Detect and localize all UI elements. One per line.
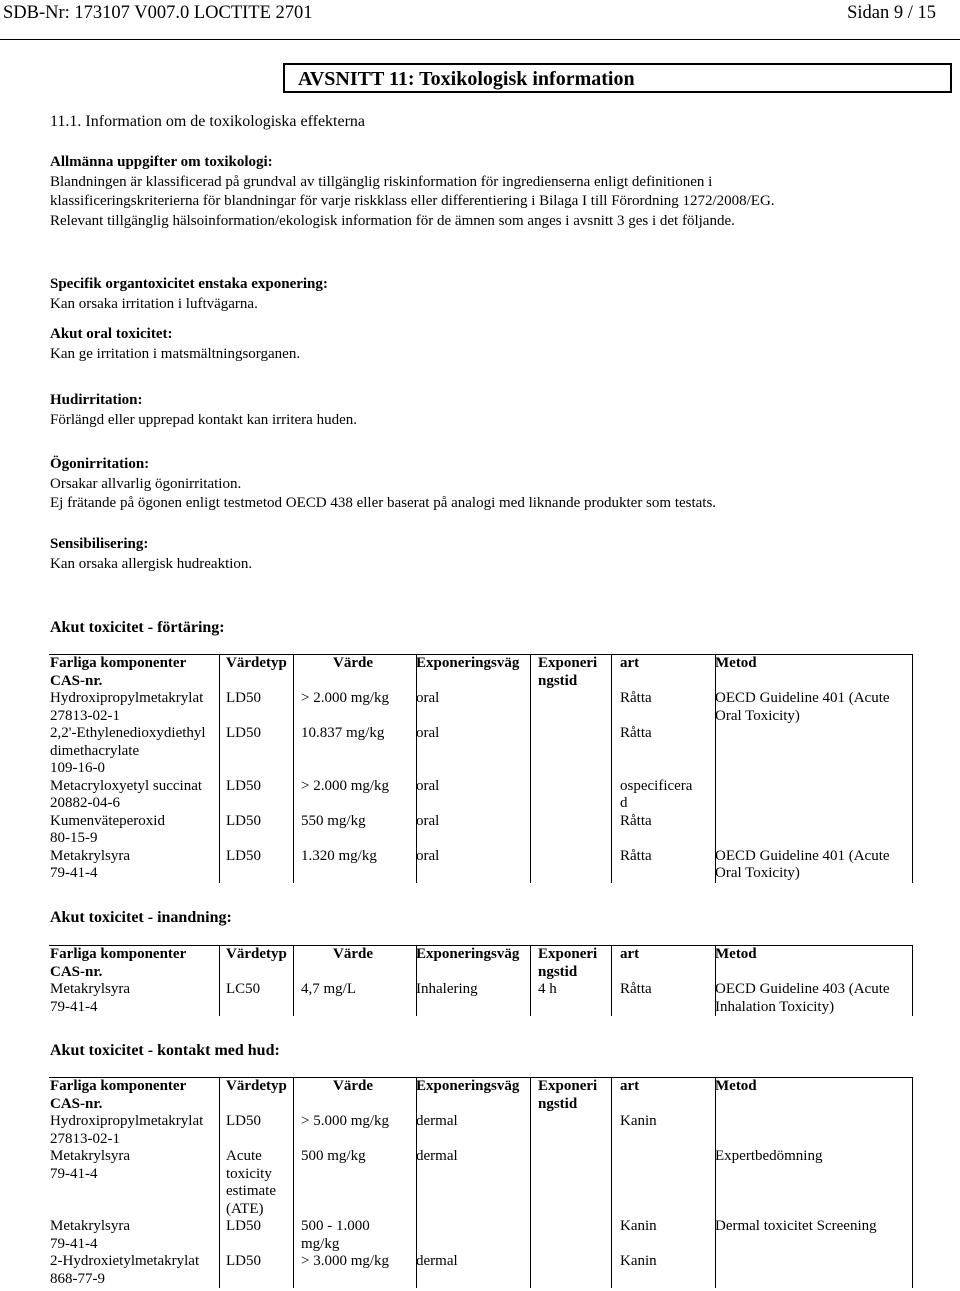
table-cell-type: (ATE) [226, 1200, 264, 1217]
table-acute-dermal [49, 1077, 913, 1288]
effect-text: Förlängd eller upprepad kontakt kan irritera huden. [50, 411, 357, 428]
header-exposure-time: Exponeri [538, 946, 598, 962]
table-cell-comp: Metakrylsyra [50, 847, 130, 864]
page-number: Sidan 9 / 15 [847, 3, 936, 23]
effect-sensitization [50, 535, 930, 574]
header-exposure-time: ngstid [538, 1095, 578, 1112]
general-heading: Allmänna uppgifter om toxikologi: [50, 154, 273, 170]
table-cell-method: OECD Guideline 403 (Acute [715, 981, 890, 997]
table-cell-method: OECD Guideline 401 (Acute [715, 690, 890, 706]
table-column-rule [912, 654, 913, 883]
table-column-rule [293, 945, 294, 1016]
table-cell-method: Inhalation Toxicity) [715, 998, 835, 1015]
header-value-type: Värdetyp [226, 1078, 287, 1094]
table-acute-inhalation [49, 945, 913, 1016]
section-title: AVSNITT 11: Toxikologisk information [298, 68, 635, 90]
table-cell-comp: Hydroxipropylmetakrylat [50, 690, 204, 706]
table-cell-value: 10.837 mg/kg [301, 725, 385, 741]
table-cell-comp: 27813-02-1 [50, 1130, 120, 1147]
table-acute-ingestion [49, 654, 913, 883]
table-cell-comp: Metakrylsyra [50, 1148, 130, 1164]
table-column-rule [416, 945, 417, 1016]
table-cell-method: Dermal toxicitet Screening [715, 1218, 877, 1234]
table-cell-type: toxicity [226, 1165, 272, 1182]
table-cell-route: dermal [416, 1148, 458, 1164]
table-cell-route: oral [416, 812, 440, 829]
table-column-rule [219, 654, 220, 883]
header-value: Värde [333, 946, 373, 962]
table-cell-type: estimate [226, 1183, 276, 1199]
table-cell-value: 500 mg/kg [301, 1148, 366, 1164]
table-cell-route: oral [416, 777, 440, 794]
general-line: Blandningen är klassificerad på grundval av tillgänglig riskinformation för ingredienserna enligt definitionen i [50, 173, 713, 190]
header-species: art [620, 1078, 640, 1094]
table-cell-species: Kanin [620, 1218, 657, 1234]
table-cell-type: LD50 [226, 812, 261, 829]
table-cell-value: mg/kg [301, 1235, 340, 1252]
header-method: Metod [715, 655, 757, 671]
header-cas: CAS-nr. [50, 1095, 103, 1112]
header-route: Exponeringsväg [416, 1078, 520, 1094]
table-cell-method: OECD Guideline 401 (Acute [715, 847, 890, 864]
table-column-rule [530, 654, 531, 883]
table-cell-method: Oral Toxicity) [715, 707, 800, 724]
table-cell-value: > 2.000 mg/kg [301, 690, 390, 706]
document-header-left: SDB-Nr: 173107 V007.0 LOCTITE 2701 [3, 3, 313, 23]
general-line: Relevant tillgänglig hälsoinformation/ekologisk information för de ämnen som anges i avsnitt 3 ges i det följande. [50, 212, 735, 229]
table-cell-method: Oral Toxicity) [715, 865, 800, 881]
header-exposure-time: ngstid [538, 672, 578, 689]
table-cell-comp: 79-41-4 [50, 865, 98, 881]
table-cell-type: LD50 [226, 777, 261, 794]
table-cell-comp: 27813-02-1 [50, 707, 120, 724]
table-cell-species: Råtta [620, 847, 652, 864]
table-cell-value: > 5.000 mg/kg [301, 1113, 390, 1129]
table-cell-method: Expertbedömning [715, 1148, 823, 1164]
table-cell-route: oral [416, 725, 440, 741]
header-rule [0, 39, 960, 40]
header-species: art [620, 946, 640, 962]
table-cell-species: Kanin [620, 1253, 657, 1269]
header-route: Exponeringsväg [416, 946, 520, 962]
table-title-ingestion: Akut toxicitet - förtäring: [50, 619, 225, 636]
header-exposure-time: Exponeri [538, 1078, 598, 1094]
table-cell-value: 1.320 mg/kg [301, 847, 377, 864]
table-cell-species: Råtta [620, 690, 652, 706]
table-column-rule [219, 945, 220, 1016]
table-cell-comp: 2-Hydroxietylmetakrylat [50, 1253, 200, 1269]
effect-heading: Akut oral toxicitet: [50, 326, 173, 342]
table-cell-species: Råtta [620, 725, 652, 741]
header-value: Värde [333, 655, 373, 671]
table-cell-comp: dimethacrylate [50, 742, 140, 759]
table-cell-value: > 2.000 mg/kg [301, 777, 390, 794]
subsection-heading: 11.1. Information om de toxikologiska effekterna [50, 113, 366, 130]
effect-stot [50, 275, 930, 314]
header-species: art [620, 655, 640, 671]
header-exposure-time: ngstid [538, 963, 578, 980]
table-column-rule [611, 1077, 612, 1288]
table-cell-type: LD50 [226, 725, 261, 741]
table-column-rule [715, 654, 716, 883]
table-cell-comp: Hydroxipropylmetakrylat [50, 1113, 204, 1129]
header-exposure-time: Exponeri [538, 655, 598, 671]
header-cas: CAS-nr. [50, 672, 103, 689]
table-cell-route: oral [416, 847, 440, 864]
header-value-type: Värdetyp [226, 946, 287, 962]
effect-eye [50, 455, 930, 514]
table-cell-species: Kanin [620, 1113, 657, 1129]
table-column-rule [912, 945, 913, 1016]
table-cell-value: 4,7 mg/L [301, 981, 356, 997]
table-cell-comp: 79-41-4 [50, 1165, 98, 1182]
effect-text: Kan orsaka allergisk hudreaktion. [50, 555, 253, 572]
table-cell-comp: Metakrylsyra [50, 981, 130, 997]
header-value-type: Värdetyp [226, 655, 287, 671]
table-cell-comp: Metacryloxyetyl succinat [50, 777, 203, 794]
effect-heading: Hudirritation: [50, 392, 143, 408]
header-components: Farliga komponenter [50, 655, 187, 671]
header-components: Farliga komponenter [50, 946, 187, 962]
table-cell-value: > 3.000 mg/kg [301, 1253, 390, 1269]
table-column-rule [912, 1077, 913, 1288]
header-cas: CAS-nr. [50, 963, 103, 980]
effect-text: Ej frätande på ögonen enligt testmetod OECD 438 eller baserat på analogi med liknande produkter som testats. [50, 495, 717, 511]
table-title-inhalation: Akut toxicitet - inandning: [50, 909, 232, 926]
table-cell-route: oral [416, 690, 440, 706]
general-line: klassificeringskriterierna för blandningar för varje riskklass eller differentiering i Bilaga I till Förordning 1272/2008/EG. [50, 193, 775, 209]
table-cell-species: Råtta [620, 981, 652, 997]
table-cell-type: LD50 [226, 1253, 261, 1269]
effect-text: Kan ge irritation i matsmältningsorganen. [50, 345, 301, 362]
table-cell-type: LD50 [226, 847, 261, 864]
table-column-rule [416, 1077, 417, 1288]
effect-heading: Specifik organtoxicitet enstaka exponering: [50, 276, 328, 292]
header-components: Farliga komponenter [50, 1078, 187, 1094]
table-cell-comp: 20882-04-6 [50, 795, 120, 811]
header-method: Metod [715, 1078, 757, 1094]
table-cell-comp: Kumenväteperoxid [50, 812, 165, 829]
effect-text: Orsakar allvarlig ögonirritation. [50, 475, 242, 492]
table-cell-value: 550 mg/kg [301, 812, 366, 829]
table-column-rule [715, 945, 716, 1016]
table-cell-route: dermal [416, 1113, 458, 1129]
table-column-rule [611, 945, 612, 1016]
table-cell-comp: 80-15-9 [50, 830, 98, 846]
table-cell-comp: 109-16-0 [50, 760, 105, 776]
table-column-rule [611, 654, 612, 883]
effect-heading: Sensibilisering: [50, 536, 149, 552]
table-cell-type: Acute [226, 1148, 262, 1164]
table-cell-value: 500 - 1.000 [301, 1218, 370, 1234]
table-cell-comp: 79-41-4 [50, 1235, 98, 1252]
table-column-rule [530, 945, 531, 1016]
table-column-rule [715, 1077, 716, 1288]
effect-oral [50, 325, 930, 364]
table-cell-route: dermal [416, 1253, 458, 1269]
section-title-box [283, 63, 952, 93]
table-column-rule [530, 1077, 531, 1288]
general-toxicology [50, 153, 930, 231]
table-cell-comp: Metakrylsyra [50, 1218, 130, 1234]
table-column-rule [293, 1077, 294, 1288]
table-column-rule [416, 654, 417, 883]
table-cell-time: 4 h [538, 981, 557, 997]
table-cell-type: LC50 [226, 981, 261, 997]
effect-text: Kan orsaka irritation i luftvägarna. [50, 295, 258, 312]
table-cell-type: LD50 [226, 1113, 261, 1129]
table-cell-species: d [620, 795, 628, 811]
table-cell-species: ospecificera [620, 777, 693, 794]
header-route: Exponeringsväg [416, 655, 520, 671]
effect-heading: Ögonirritation: [50, 456, 150, 472]
table-cell-route: Inhalering [416, 981, 478, 997]
header-method: Metod [715, 946, 757, 962]
table-cell-species: Råtta [620, 812, 652, 829]
table-cell-comp: 868-77-9 [50, 1270, 105, 1287]
table-column-rule [219, 1077, 220, 1288]
table-cell-comp: 79-41-4 [50, 998, 98, 1015]
table-column-rule [293, 654, 294, 883]
effect-skin [50, 391, 930, 430]
table-cell-comp: 2,2'-Ethylenedioxydiethyl [50, 725, 206, 741]
table-cell-type: LD50 [226, 690, 261, 706]
table-title-dermal: Akut toxicitet - kontakt med hud: [50, 1042, 280, 1059]
header-value: Värde [333, 1078, 373, 1094]
table-cell-type: LD50 [226, 1218, 261, 1234]
